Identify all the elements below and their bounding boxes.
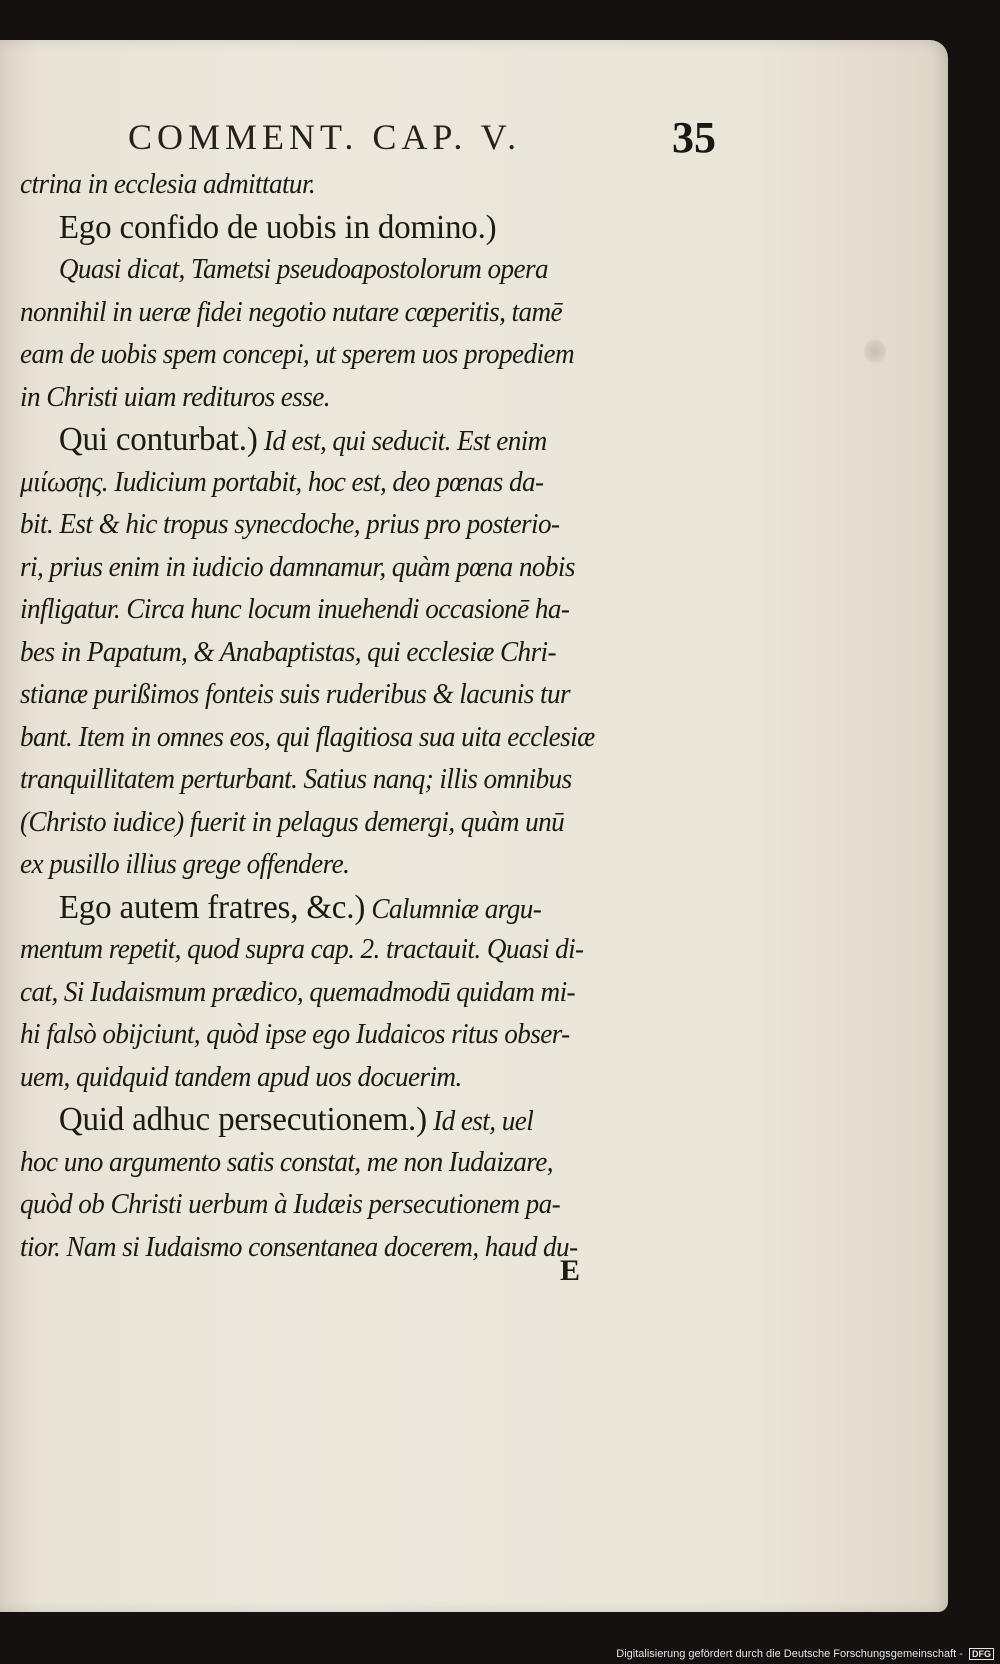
text-line xyxy=(20,504,680,547)
lemma-heading: Ego autem fratres, &c.) xyxy=(58,888,366,926)
text-line xyxy=(20,164,680,207)
dfg-logo: DFG xyxy=(969,1648,994,1660)
text-line xyxy=(20,419,680,462)
line-text: tranquillitatem perturbant. Satius nanq; illis omnibus xyxy=(20,764,572,795)
line-text: ctrina in ecclesia admittatur. xyxy=(20,169,316,200)
folio-number: 35 xyxy=(672,113,716,162)
text-line xyxy=(20,207,680,250)
text-line xyxy=(20,377,680,420)
text-line xyxy=(20,1057,680,1100)
line-text: infligatur. Circa hunc locum inuehendi occasionē ha- xyxy=(20,594,570,625)
credit-text: Digitalisierung gefördert durch die Deutsche Forschungsgemeinschaft - xyxy=(616,1648,963,1660)
line-text: bes in Papatum, & Anabaptistas, qui ecclesiæ Chri- xyxy=(20,636,557,668)
line-text: Id est, qui seducit. Est enim xyxy=(257,426,547,457)
paper-stain xyxy=(864,338,886,364)
text-line xyxy=(20,1099,680,1142)
text-line xyxy=(20,334,680,377)
text-line xyxy=(20,462,680,505)
line-text: nonnihil in ueræ fidei negotio nutare cœperitis, tamē xyxy=(20,296,563,328)
line-text: stianæ purißimos fonteis suis ruderibus & lacunis tur xyxy=(20,679,570,710)
text-line xyxy=(20,292,680,335)
text-line xyxy=(20,717,680,760)
text-line xyxy=(20,844,680,887)
text-line xyxy=(20,887,680,930)
text-line xyxy=(20,972,680,1015)
lemma-heading: Quid adhuc persecutionem.) xyxy=(58,1101,427,1138)
digitization-credit xyxy=(616,1648,994,1660)
line-text: bant. Item in omnes eos, qui flagitiosa sua uita ecclesiæ xyxy=(20,721,595,753)
signature-mark: E xyxy=(559,1254,580,1287)
text-line xyxy=(20,759,680,802)
text-line xyxy=(20,589,680,632)
text-line xyxy=(20,632,680,675)
line-text: bit. Est & hic tropus synecdoche, prius pro posterio- xyxy=(20,509,560,540)
line-text: (Christo iudice) fuerit in pelagus demergi, quàm unū xyxy=(20,806,565,838)
text-line xyxy=(20,929,680,972)
text-line xyxy=(20,1014,680,1057)
text-line xyxy=(20,1142,680,1185)
text-block xyxy=(20,164,700,1269)
line-text: tior. Nam si Iudaismo consentanea docerem, haud du- xyxy=(20,1231,578,1263)
line-text: Quasi dicat, Tametsi pseudoapostolorum opera xyxy=(58,254,549,285)
line-text: eam de uobis spem concepi, ut sperem uos propediem xyxy=(20,339,575,370)
line-text: quòd ob Christi uerbum à Iudæis persecutionem pa- xyxy=(20,1189,561,1220)
text-line xyxy=(20,547,680,590)
running-header: COMMENT. CAP. V. xyxy=(128,117,522,157)
text-line xyxy=(20,1184,680,1227)
line-text: uem, quidquid tandem apud uos docuerim. xyxy=(20,1061,462,1093)
line-text: Id est, uel xyxy=(426,1106,534,1137)
line-text: mentum repetit, quod supra cap. 2. tractauit. Quasi di- xyxy=(20,934,584,965)
line-text: Calumniæ argu- xyxy=(365,893,542,925)
text-line xyxy=(20,249,680,292)
line-text: cat, Si Iudaismum prædico, quemadmodū quidam mi- xyxy=(20,976,576,1008)
line-text: μιίωσῃς. Iudicium portabit, hoc est, deo pœnas da- xyxy=(20,466,544,498)
line-text: ex pusillo illius grege offendere. xyxy=(20,849,350,880)
line-text: in Christi uiam redituros esse. xyxy=(20,381,330,413)
lemma-heading: Ego confido de uobis in domino.) xyxy=(58,208,497,246)
line-text: hi falsò obijciunt, quòd ipse ego Iudaicos ritus obser- xyxy=(20,1019,570,1050)
text-line xyxy=(20,674,680,717)
line-text: ri, prius enim in iudicio damnamur, quàm pœna nobis xyxy=(20,551,575,583)
lemma-heading: Qui conturbat.) xyxy=(58,421,258,458)
line-text: hoc uno argumento satis constat, me non Iudaizare, xyxy=(20,1146,553,1178)
text-line xyxy=(20,802,680,845)
